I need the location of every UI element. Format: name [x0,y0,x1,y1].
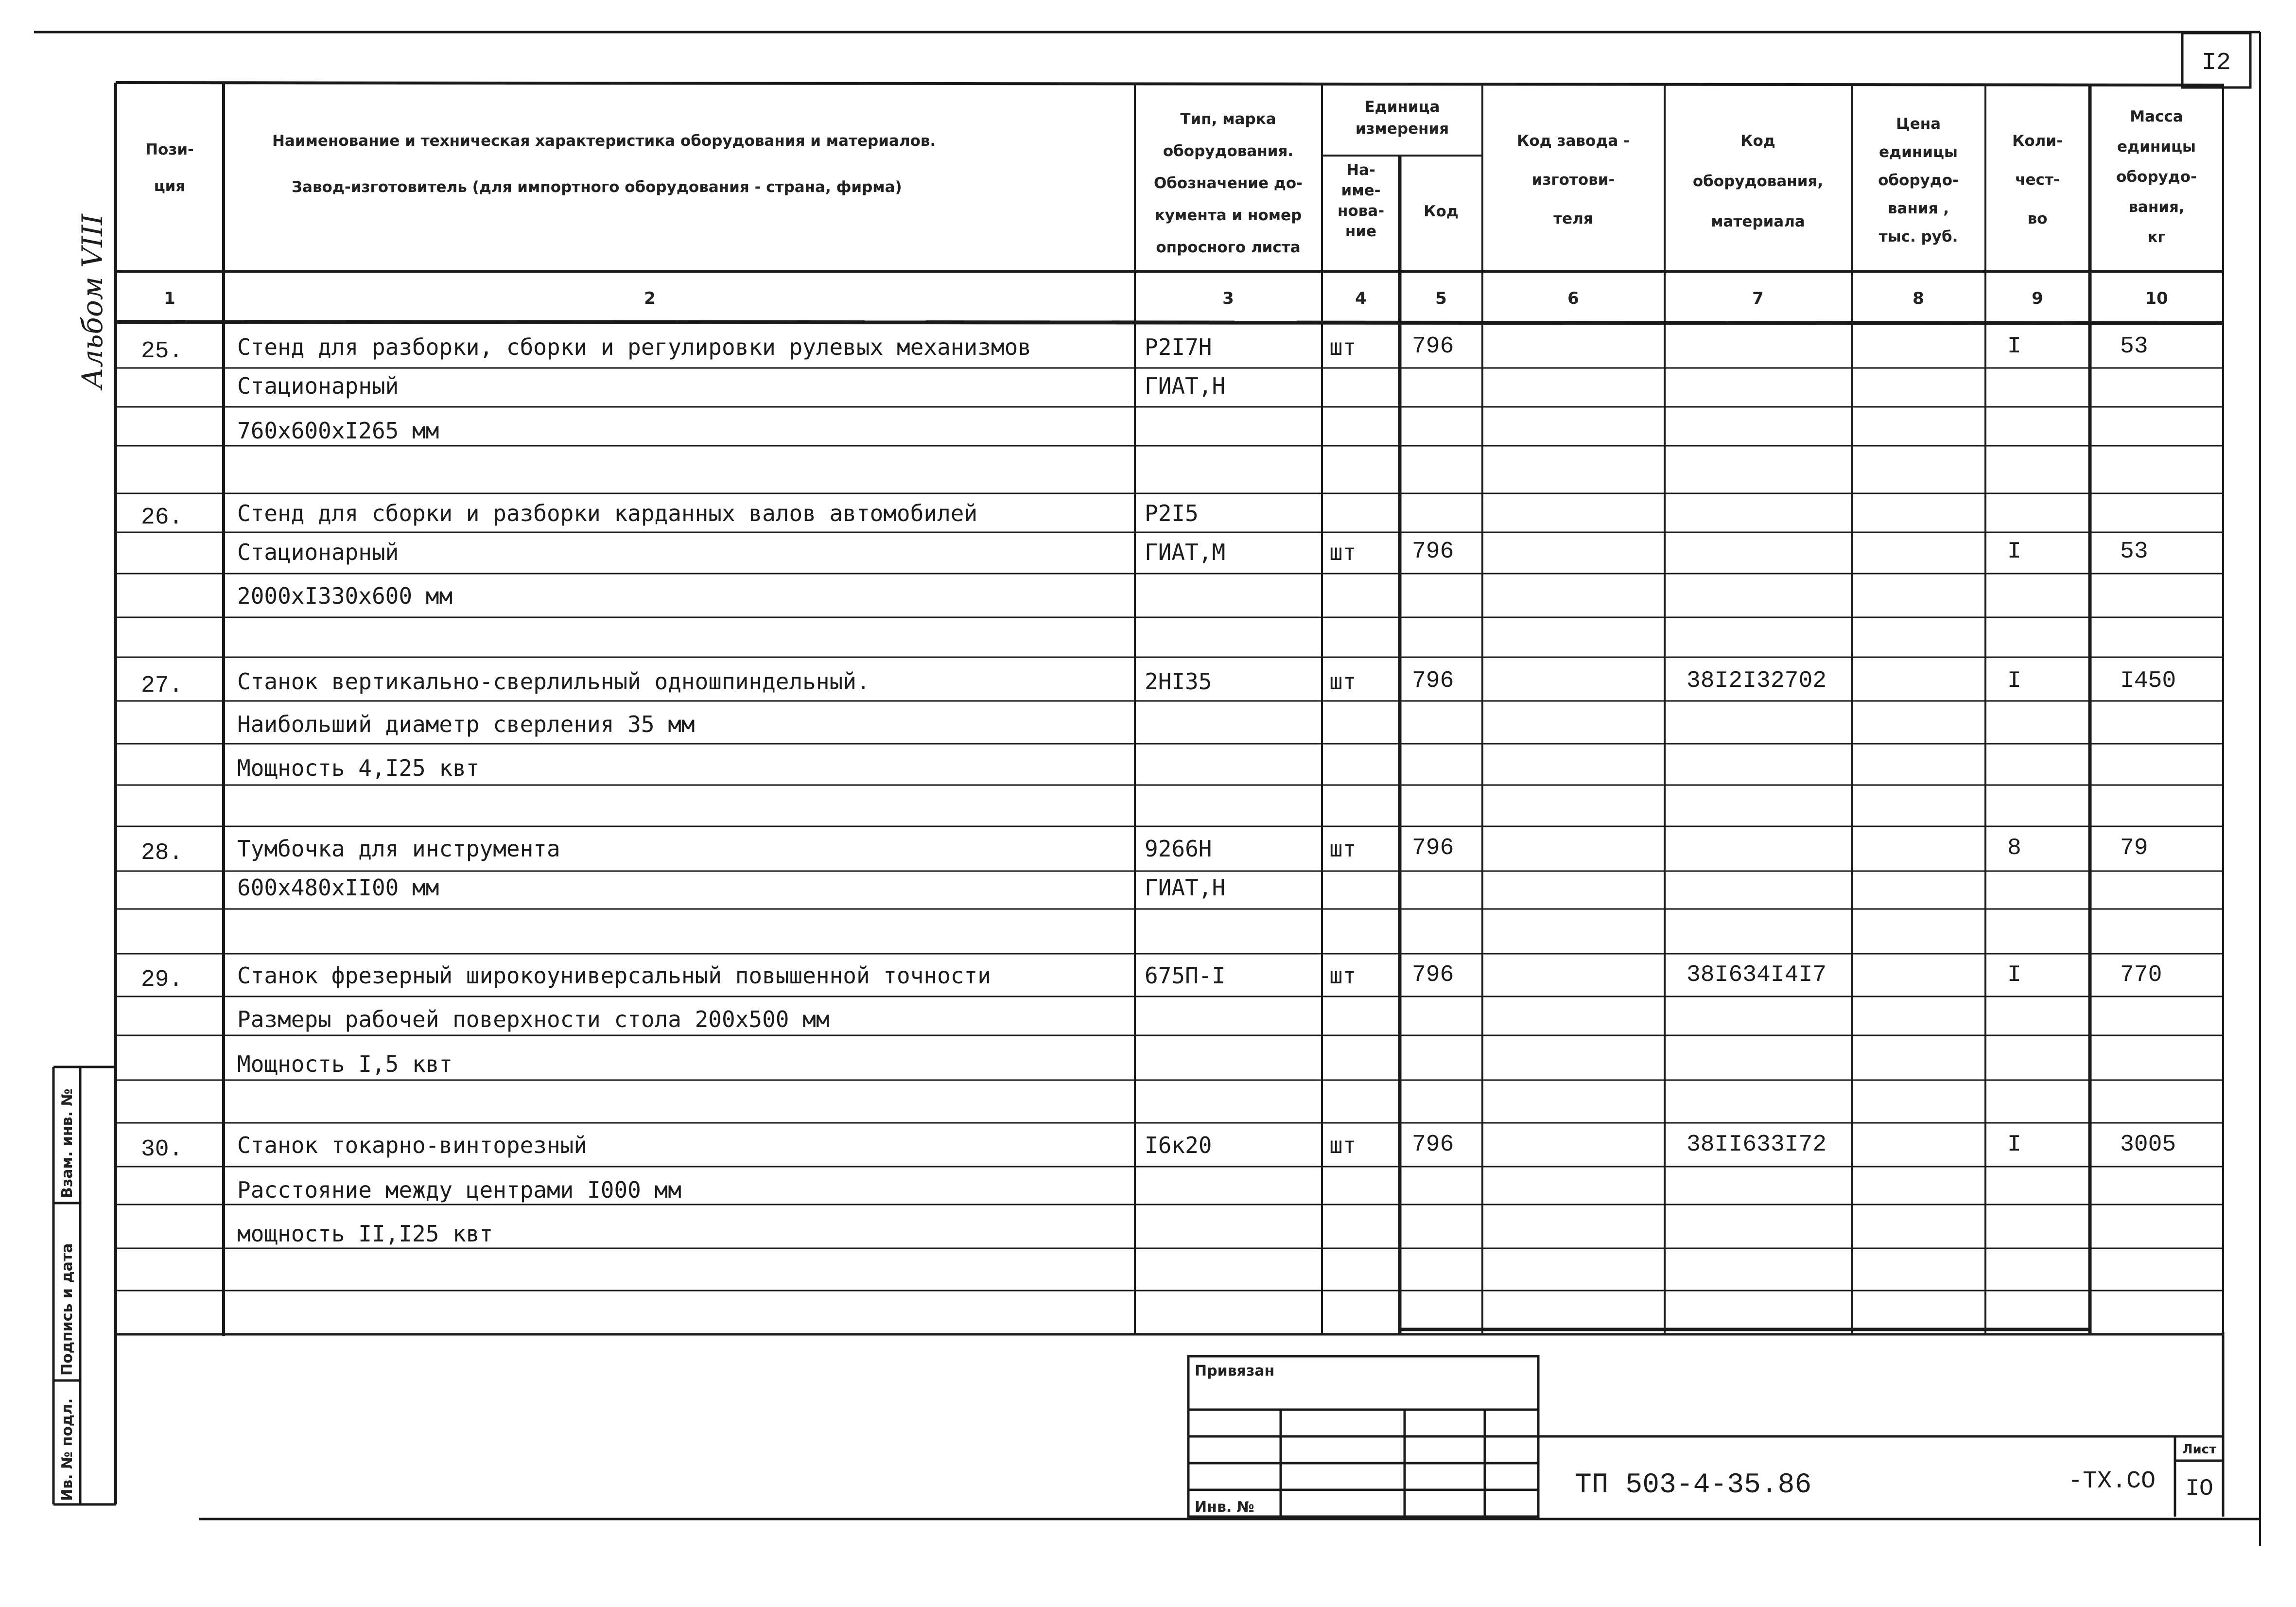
quantity: I [2007,539,2021,565]
header-plant-code: Код завода - [1517,132,1630,150]
position-number: 30. [141,1136,183,1163]
quantity: I [2007,668,2021,694]
position-number: 27. [141,673,183,699]
header-plant-code: изготови- [1531,171,1615,189]
header-qty: Коли- [2012,132,2063,150]
column-number: 10 [2145,289,2168,308]
unit-code: 796 [1412,539,1454,565]
header-unit-group: Единица [1364,98,1440,116]
column-number-row [164,289,2168,308]
position-number: 28. [141,840,183,866]
header-equip-code: Код [1740,132,1775,150]
header-qty: во [2027,210,2048,227]
item-description-line: Мощность I,5 квт [237,1051,453,1077]
header-price: тыс. руб. [1879,228,1958,245]
header-mass: оборудо- [2116,168,2197,186]
header-equip-code: оборудования, [1692,173,1824,190]
sheet-number-box [2182,33,2250,87]
unit-name: шт [1329,334,1357,360]
item-type-code: ГИАТ,М [1145,539,1226,565]
header-price: единицы [1879,143,1958,161]
unit-mass: 3005 [2120,1132,2176,1158]
column-number: 1 [164,289,175,308]
header-price: вания , [1887,200,1949,217]
equipment-code: 38I634I4I7 [1687,962,1827,988]
album-label: Альбом VIII [76,214,109,389]
quantity: I [2007,962,2021,988]
inv-label: Инв. № [1195,1499,1254,1516]
item-description-line: Стенд для разборки, сборки и регулировки рулевых механизмов [237,334,1031,360]
quantity: I [2007,333,2021,360]
header-unit-name: име- [1341,182,1381,199]
header-qty: чест- [2015,171,2060,189]
header-type: Обозначение до- [1153,175,1303,192]
unit-name: шт [1329,962,1357,989]
item-type-code: ГИАТ,Н [1145,373,1226,399]
title-block [1188,1332,2223,1517]
sheet-value: IO [2185,1476,2213,1502]
item-description-line: Станок фрезерный широкоуниверсальный повышенной точности [237,962,991,989]
column-number: 5 [1435,289,1447,308]
sheet-frame [34,32,2260,1546]
header-mass: единицы [2117,138,2196,156]
position-number: 25. [141,338,183,365]
field-signature-date: Подпись и дата [59,1243,76,1376]
sheet-label: Лист [2182,1442,2217,1457]
column-number: 9 [2032,289,2043,308]
document-code: ТП 503-4-35.86 [1575,1469,1812,1501]
header-unit-name: нова- [1337,202,1385,220]
item-type-code: ГИАТ,Н [1145,874,1226,901]
header-position: ция [154,177,186,195]
item-description-line: Размеры рабочей поверхности стола 200х500 мм [237,1006,830,1032]
header-type: опросного листа [1156,239,1301,256]
unit-code: 796 [1412,962,1454,988]
equipment-code: 38II633I72 [1687,1132,1827,1158]
header-unit-group: измерения [1355,120,1449,138]
document-suffix: -ТХ.СО [2068,1467,2156,1495]
unit-name: шт [1329,836,1357,862]
table-header [145,98,2197,256]
header-name-line1: Наименование и техническая характеристика оборудования и материалов. [272,132,936,150]
table-body [141,333,2176,1247]
header-type: оборудования. [1163,142,1294,160]
header-mass: Масса [2130,108,2183,125]
unit-mass: 53 [2120,333,2148,360]
item-type-code: 675П-I [1145,962,1226,989]
unit-code: 796 [1412,835,1454,861]
unit-mass: 79 [2120,835,2148,861]
unit-mass: 53 [2120,539,2148,565]
bound-label: Привязан [1195,1362,1275,1380]
item-description-line: 2000хI330х600 мм [237,583,453,609]
unit-name: шт [1329,1132,1357,1158]
unit-code: 796 [1412,1132,1454,1158]
item-description-line: Станок вертикально-сверлильный одношпиндельный. [237,668,870,695]
column-number: 6 [1567,289,1579,308]
header-type: Тип, марка [1180,110,1276,128]
left-margin-fields [53,1067,116,1504]
sheet-number: I2 [2201,49,2231,77]
column-number: 4 [1355,289,1367,308]
item-type-code: 2НI35 [1145,668,1212,695]
unit-mass: I450 [2120,668,2176,694]
header-price: Цена [1896,115,1941,133]
position-number: 29. [141,967,183,993]
header-equip-code: материала [1711,213,1805,230]
header-price: оборудо- [1878,172,1959,189]
header-mass: вания, [2128,198,2185,216]
item-description-line: Мощность 4,I25 квт [237,755,480,781]
field-orig-inv: Ив. № подл. [59,1398,76,1501]
header-unit-code: Код [1424,203,1459,220]
item-description-line: Стенд для сборки и разборки карданных валов автомобилей [237,500,978,526]
item-description-line: Тумбочка для инструмента [237,836,560,862]
header-unit-name: ние [1345,223,1377,240]
equipment-code: 38I2I32702 [1687,668,1827,694]
unit-name: шт [1329,539,1357,565]
unit-code: 796 [1412,333,1454,360]
field-replace-inv: Взам. инв. № [59,1088,76,1198]
header-name-line2: Завод-изготовитель (для импортного оборудования - страна, фирма) [292,178,902,196]
header-type: кумента и номер [1154,207,1302,224]
item-type-code: I6к20 [1145,1132,1212,1158]
header-mass: кг [2147,228,2166,246]
column-number: 8 [1913,289,1924,308]
header-unit-name: На- [1346,161,1375,179]
header-plant-code: теля [1553,210,1593,227]
item-description-line: 600х480хII00 мм [237,874,439,901]
unit-mass: 770 [2120,962,2162,988]
unit-code: 796 [1412,668,1454,694]
item-type-code: 9266Н [1145,836,1212,862]
item-description-line: Стационарный [237,373,399,399]
quantity: 8 [2007,835,2021,861]
column-number: 2 [644,289,656,308]
position-number: 26. [141,505,183,531]
column-number: 3 [1222,289,1234,308]
item-description-line: Стационарный [237,539,399,565]
item-description-line: Наибольший диаметр сверления 35 мм [237,711,695,737]
item-description-line: Расстояние между центрами I000 мм [237,1177,681,1203]
item-description-line: мощность II,I25 квт [237,1221,493,1247]
column-number: 7 [1752,289,1764,308]
header-position: Пози- [145,141,194,158]
item-type-code: Р2I7Н [1145,334,1212,360]
unit-name: шт [1329,668,1357,695]
quantity: I [2007,1132,2021,1158]
item-description-line: 760х600хI265 мм [237,418,439,444]
item-description-line: Станок токарно-винторезный [237,1132,588,1158]
item-type-code: Р2I5 [1145,500,1199,526]
